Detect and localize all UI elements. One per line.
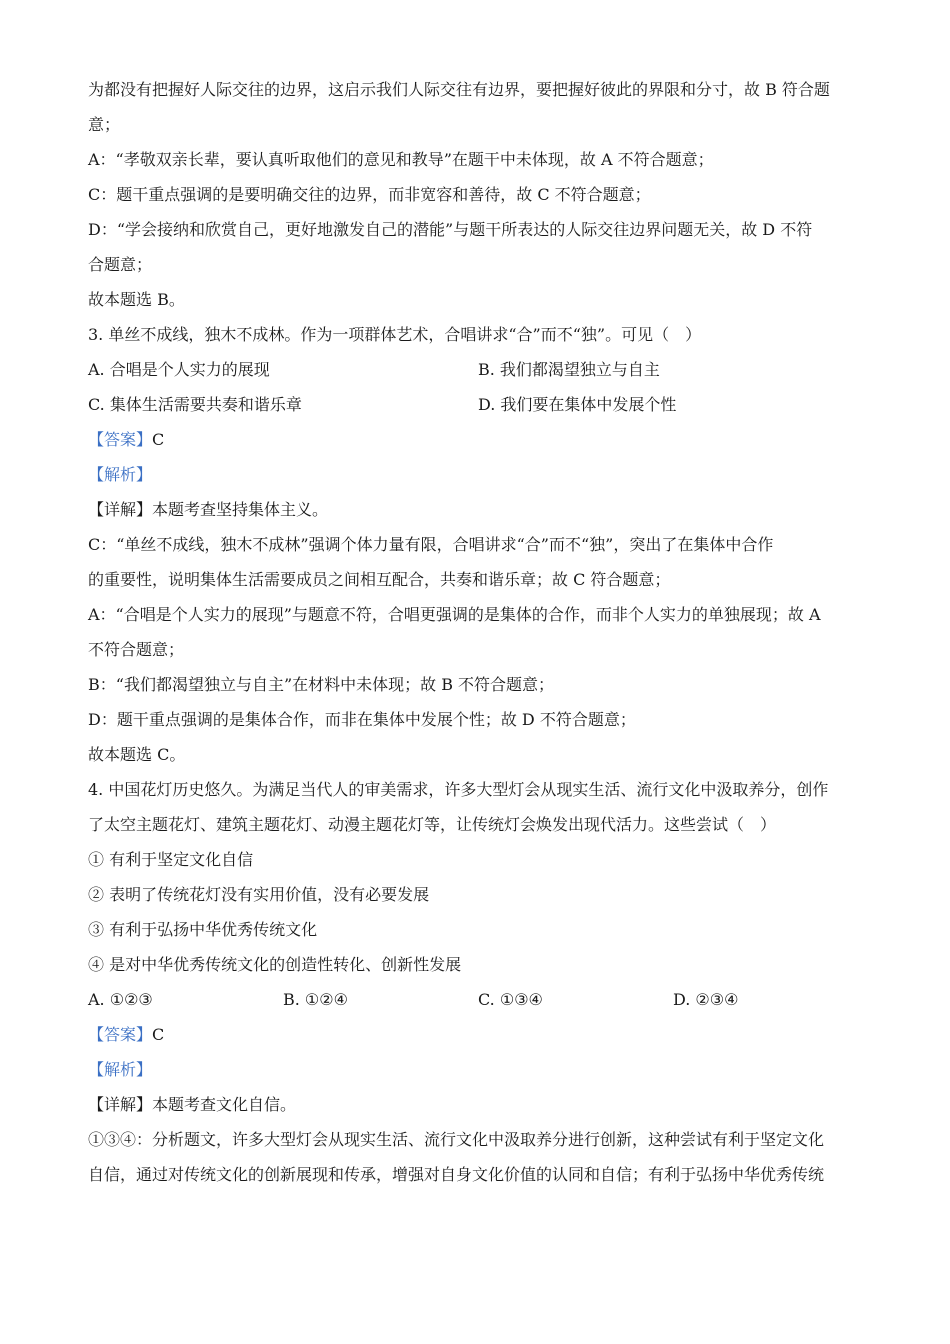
question-stem: 了太空主题花灯、建筑主题花灯、动漫主题花灯等，让传统灯会焕发出现代活力。这些尝试（ ） (88, 815, 777, 834)
text-line: A：“合唱是个人实力的展现”与题意不符，合唱更强调的是集体的合作，而非个人实力的单独展现；故 A (88, 605, 821, 624)
option-row (88, 352, 868, 387)
option-a: A. ①②③ (88, 990, 153, 1009)
text-line: 不符合题意； (88, 640, 185, 659)
document-page (88, 72, 868, 1192)
statement-item: ① 有利于坚定文化自信 (88, 850, 254, 869)
analysis-tag: 【解析】 (88, 1060, 153, 1079)
conclusion-line: 故本题选 B。 (88, 290, 185, 309)
text-line: D：题干重点强调的是集体合作，而非在集体中发展个性；故 D 不符合题意； (88, 710, 636, 729)
answer-line (88, 422, 868, 457)
text-line: 的重要性，说明集体生活需要成员之间相互配合，共奏和谐乐章；故 C 符合题意； (88, 570, 671, 589)
text-line: A：“孝敬双亲长辈，要认真听取他们的意见和教导”在题干中未体现，故 A 不符合题意； (88, 150, 714, 169)
text-line: D：“学会接纳和欣赏自己，更好地激发自己的潜能”与题干所表达的人际交往边界问题无关，故 D 不符 (88, 220, 813, 239)
text-line: B：“我们都渴望独立与自主”在材料中未体现；故 B 不符合题意； (88, 675, 555, 694)
answer-value: C (152, 1025, 165, 1044)
answer-value: C (152, 430, 165, 449)
answer-line (88, 1017, 868, 1052)
statement-item: ④ 是对中华优秀传统文化的创造性转化、创新性发展 (88, 955, 462, 974)
option-row (88, 982, 868, 1017)
text-line: C：题干重点强调的是要明确交往的边界，而非宽容和善待，故 C 不符合题意； (88, 185, 651, 204)
option-b: B. ①②④ (283, 990, 348, 1009)
option-c: C. ①③④ (478, 990, 543, 1009)
option-a: A. 合唱是个人实力的展现 (88, 360, 270, 379)
question-stem: 3. 单丝不成线，独木不成林。作为一项群体艺术，合唱讲求“合”而不“独”。可见（ ） (88, 325, 702, 344)
text-line: 意； (88, 115, 121, 134)
text-line: ①③④：分析题文，许多大型灯会从现实生活、流行文化中汲取养分进行创新，这种尝试有利于坚定文化 (88, 1130, 825, 1149)
text-line: 为都没有把握好人际交往的边界，这启示我们人际交往有边界，要把握好彼此的界限和分寸，故 B 符合题 (88, 80, 830, 99)
conclusion-line: 故本题选 C。 (88, 745, 186, 764)
analysis-line (88, 1052, 868, 1087)
option-row (88, 387, 868, 422)
option-b: B. 我们都渴望独立与自主 (478, 360, 660, 379)
option-d: D. ②③④ (673, 990, 739, 1009)
statement-item: ② 表明了传统花灯没有实用价值，没有必要发展 (88, 885, 430, 904)
analysis-tag: 【解析】 (88, 465, 153, 484)
text-line: C：“单丝不成线，独木不成林”强调个体力量有限，合唱讲求“合”而不“独”，突出了在集体中合作 (88, 535, 774, 554)
answer-tag: 【答案】 (88, 430, 153, 449)
text-line: 自信，通过对传统文化的创新展现和传承，增强对自身文化价值的认同和自信；有利于弘扬中华优秀传统 (88, 1165, 825, 1184)
option-d: D. 我们要在集体中发展个性 (478, 395, 677, 414)
option-c: C. 集体生活需要共奏和谐乐章 (88, 395, 302, 414)
detail-line: 【详解】本题考查文化自信。 (88, 1095, 297, 1114)
question-stem: 4. 中国花灯历史悠久。为满足当代人的审美需求，许多大型灯会从现实生活、流行文化中汲取养分，创作 (88, 780, 829, 799)
analysis-line (88, 457, 868, 492)
detail-line: 【详解】本题考查坚持集体主义。 (88, 500, 329, 519)
text-line: 合题意； (88, 255, 153, 274)
answer-tag: 【答案】 (88, 1025, 153, 1044)
statement-item: ③ 有利于弘扬中华优秀传统文化 (88, 920, 318, 939)
